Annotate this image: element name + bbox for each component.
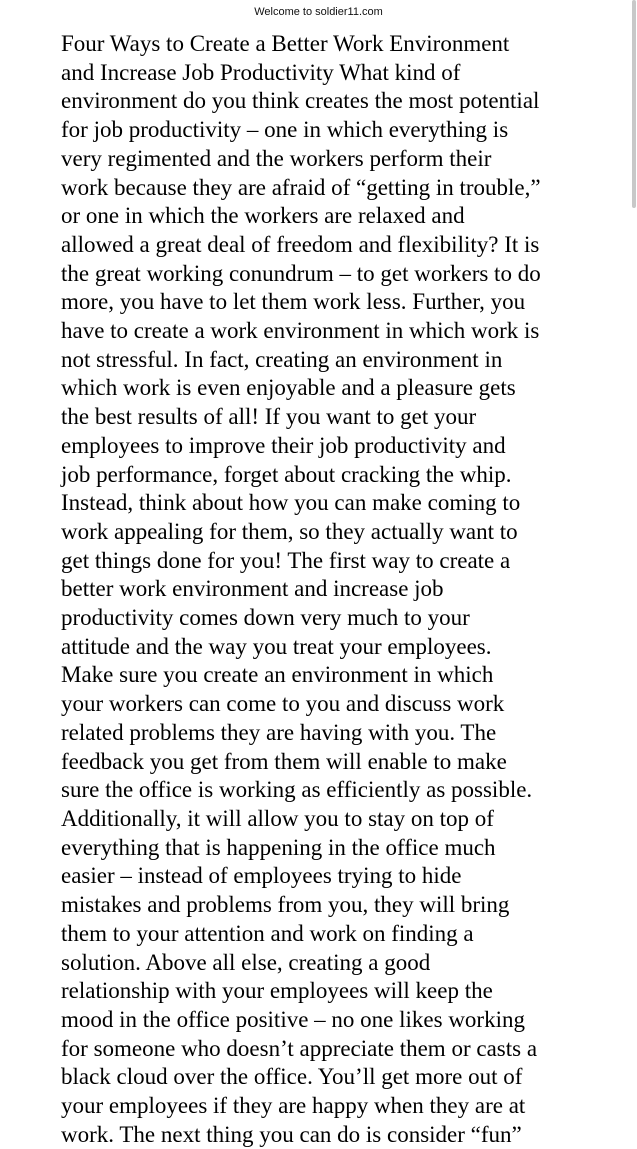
article-line: black cloud over the office. You’ll get more out of xyxy=(61,1064,523,1090)
article-line: and Increase Job Productivity What kind of xyxy=(61,59,461,85)
article-line: sure the office is working as efficiently as possible. xyxy=(61,777,533,803)
article-line: everything that is happening in the office much xyxy=(61,834,496,860)
article-line: work appealing for them, so they actually want to xyxy=(61,518,518,544)
article-line: work because they are afraid of “getting in trouble,” xyxy=(61,174,541,200)
article-line: your workers can come to you and discuss work xyxy=(61,691,505,717)
article-line: employees to improve their job productivity and xyxy=(61,432,506,458)
article-line: feedback you get from them will enable to make xyxy=(61,748,507,774)
vertical-scrollbar[interactable] xyxy=(630,0,637,1133)
article-line: work. The next thing you can do is consider “fun” xyxy=(61,1121,522,1147)
article-body xyxy=(61,30,589,1149)
article-line: Instead, think about how you can make coming to xyxy=(61,490,521,516)
article-line: productivity comes down very much to your xyxy=(61,605,470,631)
article-line: very regimented and the workers perform their xyxy=(61,145,492,171)
article-line: allowed a great deal of freedom and flexibility? It is xyxy=(61,231,540,257)
article-line: related problems they are having with you. The xyxy=(61,719,497,745)
article-line: for someone who doesn’t appreciate them or casts a xyxy=(61,1035,538,1061)
article-line: more, you have to let them work less. Further, you xyxy=(61,289,526,315)
article-line: job performance, forget about cracking the whip. xyxy=(61,461,512,487)
article-line: the best results of all! If you want to get your xyxy=(61,404,477,430)
article-line: Make sure you create an environment in which xyxy=(61,662,494,688)
article-line: easier – instead of employees trying to hide xyxy=(61,863,462,889)
article-line: have to create a work environment in which work is xyxy=(61,318,540,344)
article-line: relationship with your employees will keep the xyxy=(61,978,493,1004)
page-header-title: Welcome to soldier11.com xyxy=(254,6,383,18)
scrollbar-thumb[interactable] xyxy=(632,0,636,208)
article-line: solution. Above all else, creating a good xyxy=(61,949,431,975)
article-line: mood in the office positive – no one likes working xyxy=(61,1006,525,1032)
article-line: the great working conundrum – to get workers to do xyxy=(61,260,541,286)
article-line: for job productivity – one in which everything is xyxy=(61,117,509,143)
article-line: not stressful. In fact, creating an environment in xyxy=(61,346,503,372)
article-line: or one in which the workers are relaxed and xyxy=(61,203,465,229)
article-line: Four Ways to Create a Better Work Environment xyxy=(61,31,510,56)
article-line: your employees if they are happy when they are at xyxy=(61,1093,526,1119)
article-line: better work environment and increase job xyxy=(61,576,444,602)
article-line: environment do you think creates the most potential xyxy=(61,88,540,114)
article-line: Additionally, it will allow you to stay on top of xyxy=(61,805,494,831)
article-line: attitude and the way you treat your employees. xyxy=(61,633,492,659)
article-line: get things done for you! The first way to create a xyxy=(61,547,511,573)
page-header xyxy=(0,0,637,24)
article-line: mistakes and problems from you, they will bring xyxy=(61,892,510,918)
article-line: them to your attention and work on finding a xyxy=(61,920,474,946)
article-line: which work is even enjoyable and a pleasure gets xyxy=(61,375,516,401)
